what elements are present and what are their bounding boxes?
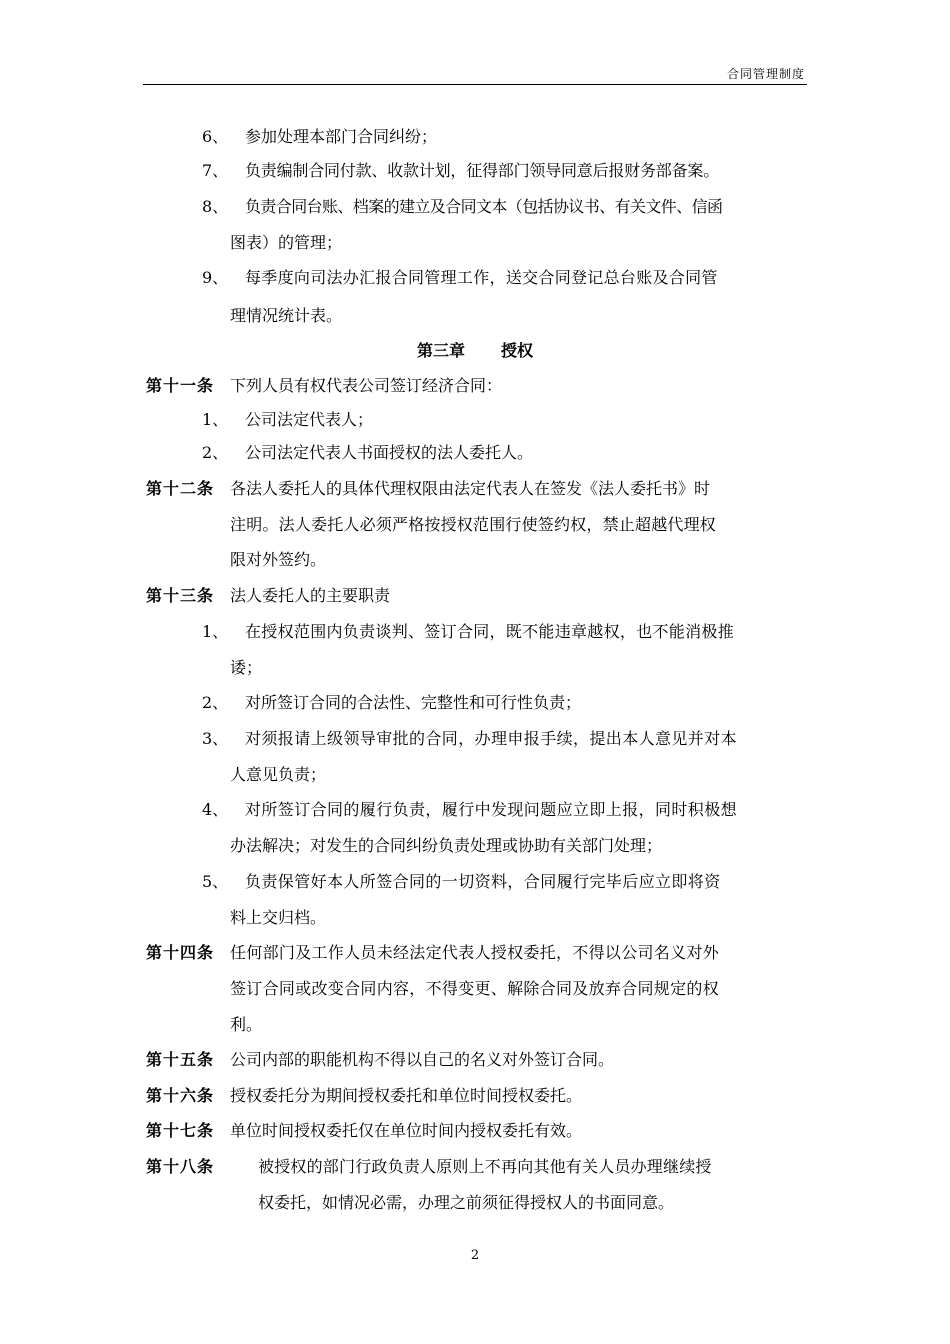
article-label: 第十二条 — [146, 479, 215, 498]
list-item-text: 理情况统计表。 — [230, 306, 343, 325]
list-item-text: 公司法定代表人； — [245, 410, 374, 429]
article-text: 权委托，如情况必需，办理之前须征得授权人的书面同意。 — [258, 1193, 675, 1212]
article-label: 第十七条 — [146, 1121, 215, 1140]
page-header — [143, 62, 807, 85]
article-label: 第十六条 — [146, 1086, 215, 1105]
list-item-number: 1、 — [202, 622, 229, 641]
list-item-text: 诿； — [230, 658, 263, 677]
article-label: 第十八条 — [146, 1157, 215, 1176]
article-text: 各法人委托人的具体代理权限由法定代表人在签发《法人委托书》时 — [230, 479, 711, 498]
list-item-number: 9、 — [202, 268, 229, 287]
article-label: 第十三条 — [146, 586, 215, 605]
article-text: 利。 — [230, 1015, 263, 1034]
article-text: 被授权的部门行政负责人原则上不再向其他有关人员办理继续授 — [258, 1157, 712, 1176]
chapter-title: 授权 — [501, 341, 534, 360]
article-text: 签订合同或改变合同内容，不得变更、解除合同及放弃合同规定的权 — [230, 979, 720, 998]
list-item-text: 对所签订合同的履行负责，履行中发现问题应立即上报，同时积极想 — [245, 800, 738, 819]
list-item-text: 在授权范围内负责谈判、签订合同，既不能违章越权，也不能消极推 — [245, 622, 735, 641]
page-number: 2 — [470, 1248, 480, 1263]
article-label: 第十四条 — [146, 943, 215, 962]
list-item-number: 4、 — [202, 800, 229, 819]
article-text: 公司内部的职能机构不得以自己的名义对外签订合同。 — [230, 1050, 615, 1069]
list-item-text: 料上交归档。 — [230, 908, 327, 927]
list-item-text: 对须报请上级领导审批的合同，办理申报手续，提出本人意见并对本 — [245, 729, 738, 748]
article-text: 下列人员有权代表公司签订经济合同： — [230, 376, 503, 395]
list-item-text: 人意见负责； — [230, 765, 327, 784]
list-item-text: 对所签订合同的合法性、完整性和可行性负责； — [245, 693, 582, 712]
article-text: 法人委托人的主要职责 — [230, 586, 391, 605]
article-text: 授权委托分为期间授权委托和单位时间授权委托。 — [230, 1086, 583, 1105]
list-item-text: 负责编制合同付款、收款计划，征得部门领导同意后报财务部备案。 — [245, 161, 720, 180]
header-title: 合同管理制度 — [726, 67, 805, 81]
list-item-number: 2、 — [202, 443, 229, 462]
list-item-number: 6、 — [202, 127, 229, 146]
article-label: 第十一条 — [146, 376, 215, 395]
list-item-text: 负责合同台账、档案的建立及合同文本（包括协议书、有关文件、信函 — [245, 197, 723, 216]
list-item-number: 2、 — [202, 693, 229, 712]
list-item-text: 图表）的管理； — [230, 233, 343, 252]
list-item-number: 5、 — [202, 872, 229, 891]
article-text: 注明。法人委托人必须严格按授权范围行使签约权，禁止超越代理权 — [230, 515, 717, 534]
list-item-text: 参加处理本部门合同纠纷； — [245, 127, 438, 146]
article-text: 单位时间授权委托仅在单位时间内授权委托有效。 — [230, 1121, 583, 1140]
list-item-text: 每季度向司法办汇报合同管理工作，送交合同登记总台账及合同管 — [245, 268, 718, 287]
article-text: 限对外签约。 — [230, 550, 327, 569]
list-item-number: 8、 — [202, 197, 229, 216]
list-item-text: 办法解决；对发生的合同纠纷负责处理或协助有关部门处理； — [230, 836, 663, 855]
list-item-number: 1、 — [202, 410, 229, 429]
list-item-number: 7、 — [202, 161, 229, 180]
article-label: 第十五条 — [146, 1050, 215, 1069]
list-item-text: 公司法定代表人书面授权的法人委托人。 — [245, 443, 534, 462]
list-item-number: 3、 — [202, 729, 229, 748]
article-text: 任何部门及工作人员未经法定代表人授权委托，不得以公司名义对外 — [230, 943, 720, 962]
chapter-label: 第三章 — [416, 341, 465, 360]
chapter-heading — [0, 341, 950, 361]
list-item-text: 负责保管好本人所签合同的一切资料，合同履行完毕后应立即将资 — [245, 872, 721, 891]
